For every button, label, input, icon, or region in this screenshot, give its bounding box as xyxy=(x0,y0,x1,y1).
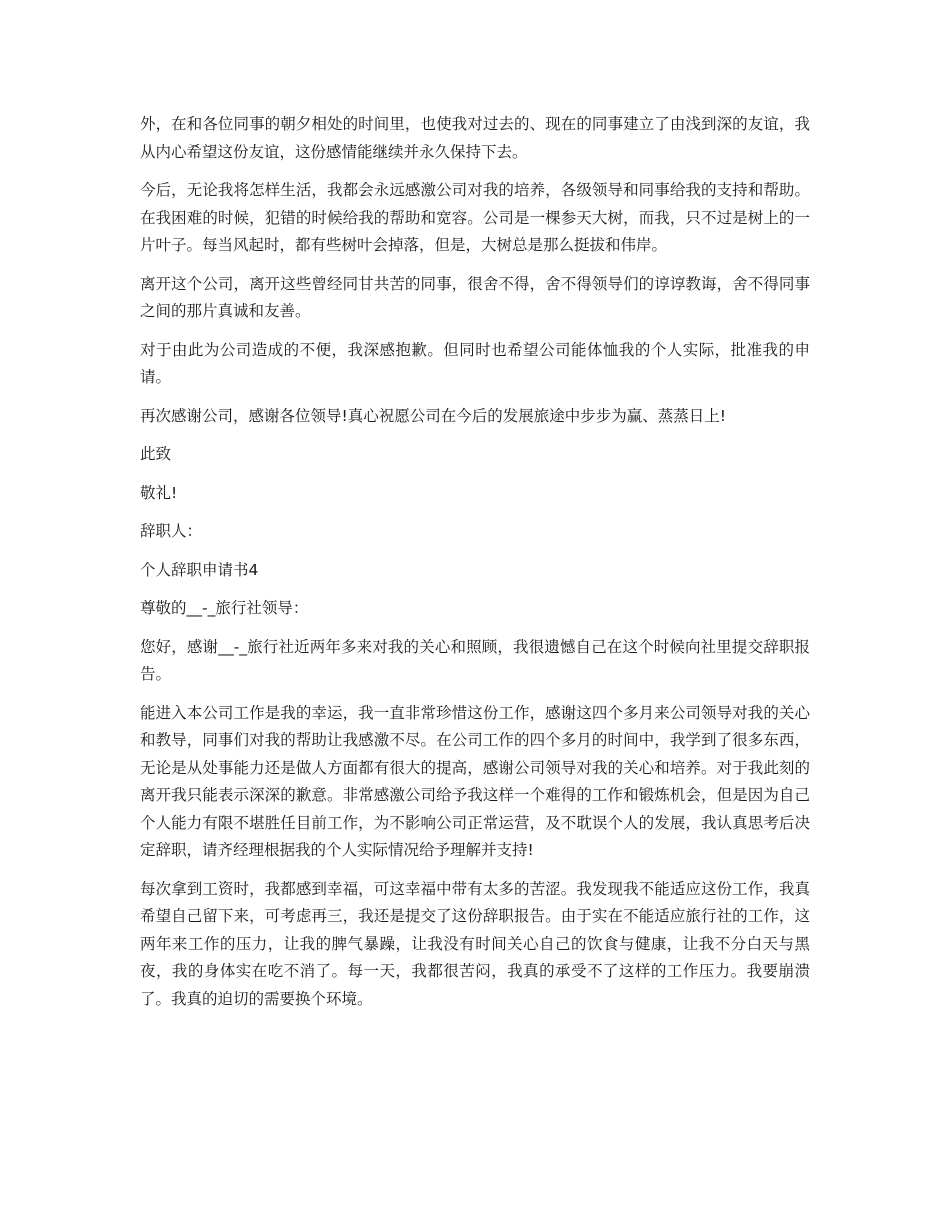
document-body xyxy=(140,111,810,1024)
letter-greeting: 尊敬的__-_旅行社领导： xyxy=(140,599,309,617)
section-title: 个人辞职申请书4 xyxy=(140,560,259,579)
paragraph-pressure: 每次拿到工资时，我都感到幸福，可这幸福中带有太多的苦涩。我发现我不能适应这份工作，我真希望自己留下来，可考虑再三，我还是提交了这份辞职报告。由于实在不能适应旅行社的工作，这两年来工作的压力，让我的脾气暴躁，让我没有时间关心自己的饮食与健康，让我不分白天与黑夜，我的身体实在吃不消了。每一天，我都很苦闷，我真的承受不了这样的工作压力。我要崩溃了。我真的迫切的需要换个环境。 xyxy=(140,879,810,1008)
signature-line: 辞职人： xyxy=(140,522,203,540)
paragraph-thanks-again: 再次感谢公司，感谢各位领导!真心祝愿公司在今后的发展旅途中步步为赢、蒸蒸日上! xyxy=(140,406,726,425)
paragraph-apology: 对于由此为公司造成的不便，我深感抱歉。但同时也希望公司能体恤我的个人实际，批准我的申请。 xyxy=(140,340,810,386)
paragraph-intro: 您好，感谢__-_旅行社近两年多来对我的关心和照顾，我很遗憾自己在这个时候向社里提交辞职报告。 xyxy=(140,637,810,683)
paragraph-leaving: 离开这个公司，离开这些曾经同甘共苦的同事，很舍不得，舍不得领导们的谆谆教诲，舍不得同事之间的那片真诚和友善。 xyxy=(140,274,810,320)
paragraph-reasons: 能进入本公司工作是我的幸运，我一直非常珍惜这份工作，感谢这四个多月来公司领导对我的关心和教导，同事们对我的帮助让我感激不尽。在公司工作的四个多月的时间中，我学到了很多东西，无论是从处事能力还是做人方面都有很大的提高，感谢公司领导对我的关心和培养。对于我此刻的离开我只能表示深深的歉意。非常感激公司给予我这样一个难得的工作和锻炼机会，但是因为自己个人能力有限不堪胜任目前工作，为不影响公司正常运营，及不耽误个人的发展，我认真思考后决定辞职，请齐经理根据我的个人实际情况给予理解并支持! xyxy=(140,703,810,859)
closing-salutation: 此致 xyxy=(140,445,172,463)
paragraph-friendship: 外，在和各位同事的朝夕相处的时间里，也使我对过去的、现在的同事建立了由浅到深的友谊，我从内心希望这份友谊，这份感情能继续并永久保持下去。 xyxy=(140,115,810,161)
closing-regards: 敬礼! xyxy=(140,483,178,502)
paragraph-gratitude: 今后，无论我将怎样生活，我都会永远感激公司对我的培养，各级领导和同事给我的支持和帮助。在我困难的时候，犯错的时候给我的帮助和宽容。公司是一棵参天大树，而我，只不过是树上的一片叶子。每当风起时，都有些树叶会掉落，但是，大树总是那么挺拔和伟岸。 xyxy=(140,181,810,254)
